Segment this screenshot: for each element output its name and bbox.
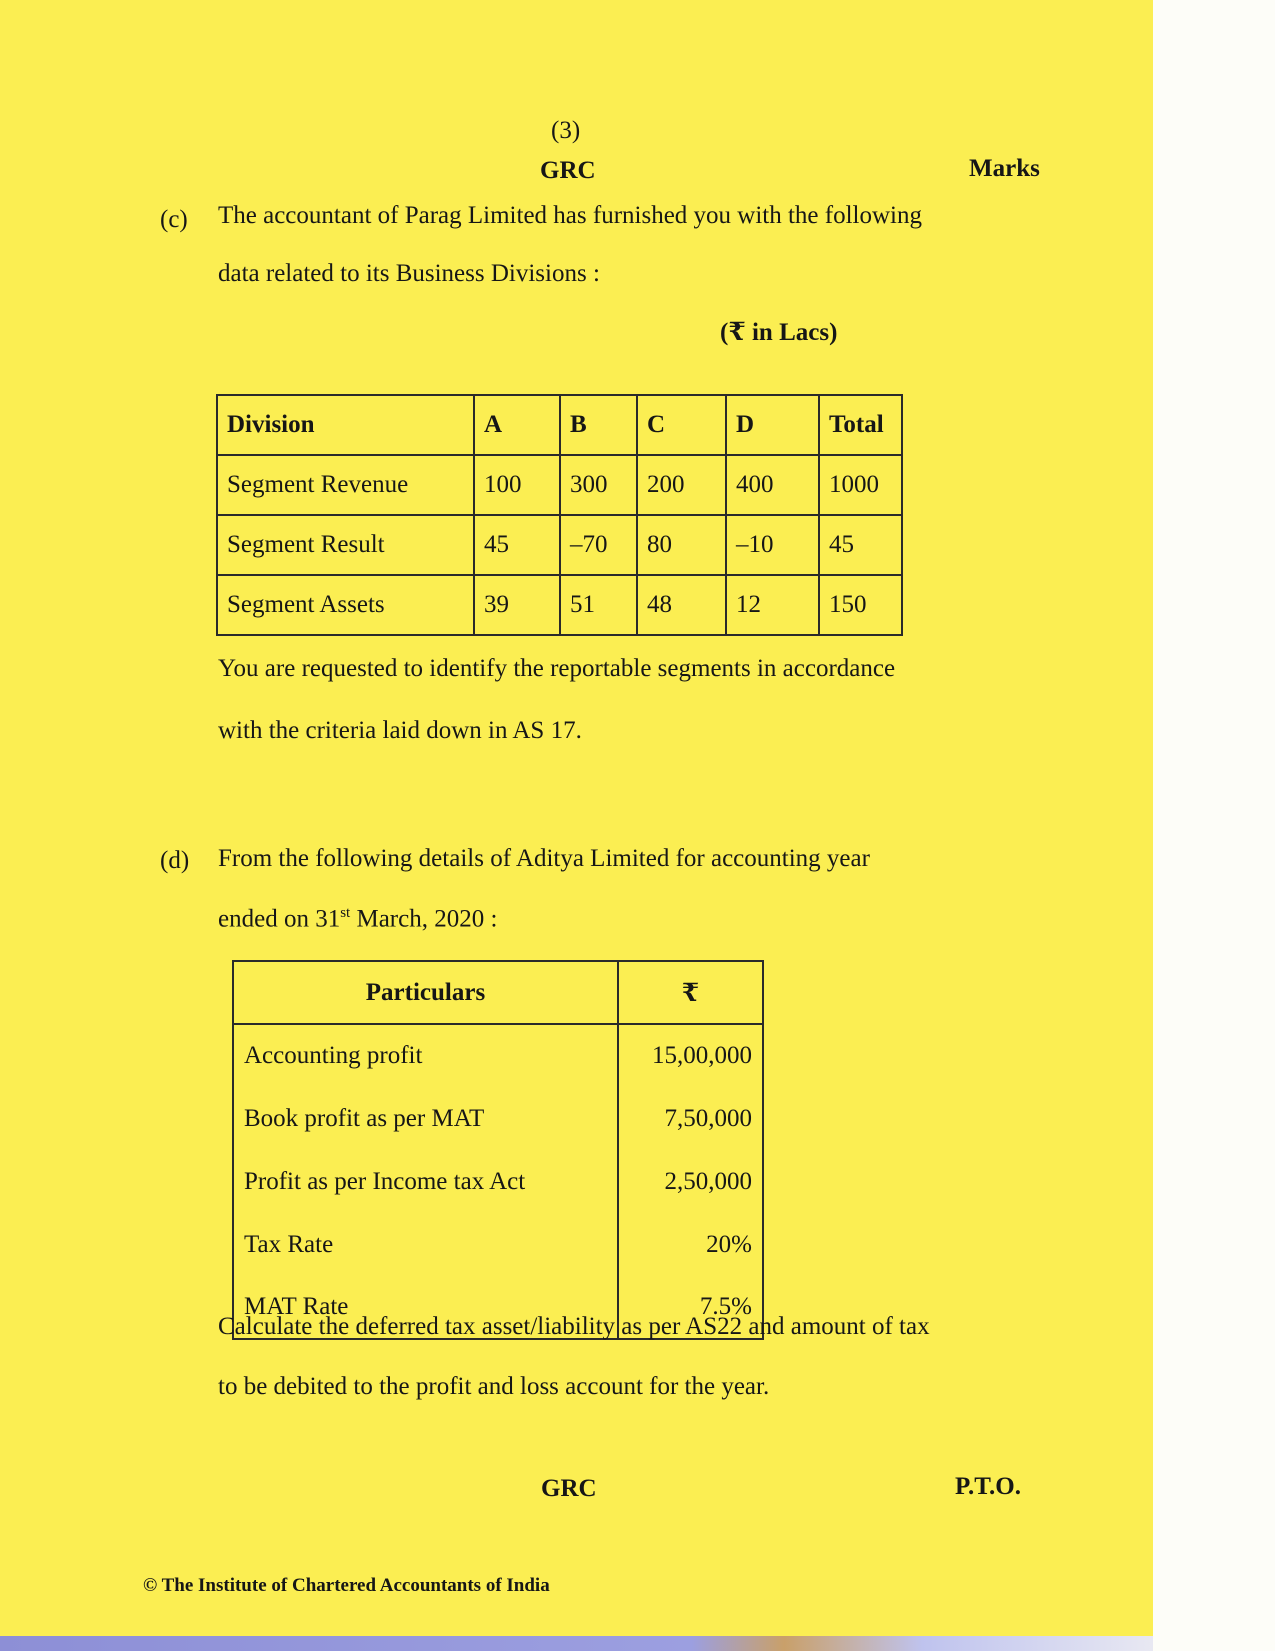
question-c-instruction-line2: with the criteria laid down in AS 17. <box>218 717 582 744</box>
table-cell: 45 <box>819 515 902 575</box>
header-cell: Particulars <box>233 961 618 1024</box>
header-cell: A <box>474 395 560 455</box>
table-cell: 100 <box>474 455 560 515</box>
page-number: (3) <box>551 117 581 144</box>
header-cell: Division <box>217 395 474 455</box>
table-row <box>233 1087 763 1150</box>
row-label: Segment Revenue <box>217 455 474 515</box>
row-label: Segment Assets <box>217 575 474 635</box>
paper-code-header: GRC <box>540 157 596 184</box>
table-cell: 1000 <box>819 455 902 515</box>
table-row <box>217 515 902 575</box>
table-row <box>233 1150 763 1213</box>
table-row <box>233 1024 763 1087</box>
row-label: Tax Rate <box>233 1213 618 1276</box>
tax-table-header <box>233 961 763 1024</box>
table-cell: 80 <box>637 515 726 575</box>
question-d-instruction-line1: Calculate the deferred tax asset/liability as per AS22 and amount of tax <box>218 1313 930 1340</box>
marks-label: Marks <box>969 155 1040 182</box>
row-label: Profit as per Income tax Act <box>233 1150 618 1213</box>
scan-margin-right <box>1153 0 1275 1651</box>
question-d-line2-sup: st <box>340 905 351 921</box>
row-label: Segment Result <box>217 515 474 575</box>
question-d-instruction-line2: to be debited to the profit and loss account for the year. <box>218 1373 770 1400</box>
table-cell: 15,00,000 <box>652 1042 752 1069</box>
table-cell: 45 <box>474 515 560 575</box>
row-label: Book profit as per MAT <box>233 1087 618 1150</box>
question-d-line2 <box>218 904 497 934</box>
table-cell: 39 <box>474 575 560 635</box>
table-cell: 12 <box>726 575 819 635</box>
header-cell: C <box>637 395 726 455</box>
tax-table <box>232 960 764 1340</box>
paper-code-footer: GRC <box>541 1475 597 1502</box>
question-c-line2: data related to its Business Divisions : <box>218 260 600 287</box>
scan-margin-bottom <box>0 1636 1153 1651</box>
table-cell: 300 <box>560 455 637 515</box>
question-c-instruction-line1: You are requested to identify the reportable segments in accordance <box>218 655 896 682</box>
table-cell: 51 <box>560 575 637 635</box>
question-d-line2-post: March, 2020 : <box>350 905 498 933</box>
header-cell: B <box>560 395 637 455</box>
question-d-label: (d) <box>160 847 190 874</box>
table-cell: –10 <box>726 515 819 575</box>
table-cell: 400 <box>726 455 819 515</box>
table-row <box>217 575 902 635</box>
header-cell: Total <box>819 395 902 455</box>
question-d-line1: From the following details of Aditya Limited for accounting year <box>218 845 870 872</box>
segment-table <box>216 394 903 636</box>
table-cell: 7.5% <box>699 1293 752 1320</box>
header-cell: D <box>726 395 819 455</box>
table-cell: 2,50,000 <box>664 1167 752 1195</box>
question-d-line2-pre: ended on 31 <box>218 905 341 933</box>
pto-label: P.T.O. <box>955 1473 1021 1500</box>
rupee-header-cell: ₹ <box>618 961 763 1024</box>
row-label: Accounting profit <box>233 1024 618 1087</box>
question-c-label: (c) <box>160 206 188 233</box>
table-cell: –70 <box>560 515 637 575</box>
row-label: MAT Rate <box>233 1276 618 1339</box>
table-row <box>217 455 902 515</box>
table-cell: 7,50,000 <box>664 1104 752 1132</box>
segment-table-header <box>217 395 902 455</box>
question-c-line1: The accountant of Parag Limited has furnished you with the following <box>218 202 922 229</box>
unit-note: (₹ in Lacs) <box>720 319 838 346</box>
table-cell: 200 <box>637 455 726 515</box>
table-cell: 150 <box>819 575 902 635</box>
copyright-notice: © The Institute of Chartered Accountants of India <box>143 1575 550 1596</box>
table-cell: 48 <box>637 575 726 635</box>
table-row <box>233 1213 763 1276</box>
table-cell: 20% <box>706 1230 752 1258</box>
